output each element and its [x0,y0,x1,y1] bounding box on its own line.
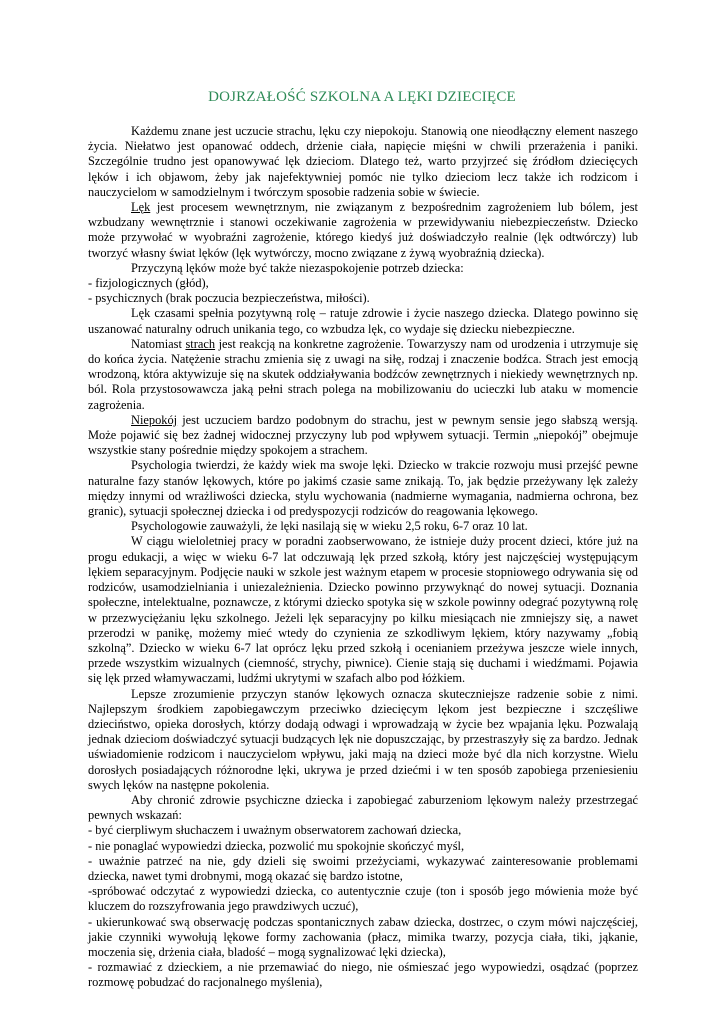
paragraph [88,519,638,534]
paragraph [88,458,638,519]
paragraph-text: W ciągu wieloletniej pracy w poradni zaobserwowano, że istnieje duży procent dzieci, które już na progu edukacji, a więc w wieku 6-7 lat odczuwają lęk przed szkołą, który jest najczęściej występującym lękiem separacyjnym. Podjęcie nauki w szkole jest ważnym etapem w procesie stopniowego odrywania się od rodziców, usamodzielniania i uniezależnienia. Dziecko powinno przywyknąć do nowej sytuacji. Doznania społeczne, intelektualne, poznawcze, z którymi dziecko spotyka się w szkole powinny odegrać pozytywną rolę w przezwyciężaniu lęku szkolnego. Jeżeli lęk separacyjny po kilku miesiącach nie zmniejszy się, a nawet przerodzi w panikę, możemy mieć wtedy do czynienia ze szkodliwym lękiem, który nazywamy „fobią szkolną”. Dziecko w wieku 6-7 lat oprócz lęku przed szkołą i ocenianiem przeżywa jeszcze wiele innych, przede wszystkim wizualnych (ciemność, strychy, piwnice). Cienie stają się duchami i wiedźmami. Pojawia się lęk przed włamywaczami, ludźmi ukrytymi w szafach albo pod łóżkiem. [88,534,638,686]
paragraph [88,124,638,200]
paragraph-text: - psychicznych (brak poczucia bezpieczeństwa, miłości). [88,291,370,306]
paragraph [88,413,638,459]
paragraph-text: - uważnie patrzeć na nie, gdy dzieli się swoimi przeżyciami, wykazywać zainteresowanie problemami dziecka, nawet tymi drobnymi, mogą okazać się bardzo istotne, [88,853,638,883]
paragraph-text: jest uczuciem bardzo podobnym do strachu, jest w pewnym sensie jego słabszą wersją. Może pojawić się bez żadnej widocznej przyczyny lub pod wpływem sytuacji. Termin „niepokój” obejmuje wszystkie stany pośrednie między spokojem a strachem. [88,412,638,458]
paragraph-text: jest reakcją na konkretne zagrożenie. Towarzyszy nam od urodzenia i utrzymuje się do końca życia. Natężenie strachu zmienia się z uwagi na siłę, rodzaj i znaczenie bodźca. Strach jest emocją wrodzoną, która aktywizuje się na skutek oddziaływania bodźców zewnętrznych i niekiedy wewnętrznych np. ból. Rola przystosowawcza jaką pełni strach polega na mobilizowaniu do ucieczki lub ataku w momencie zagrożenia. [88,336,639,412]
paragraph-text: Psychologowie zauważyli, że lęki nasilają się w wieku 2,5 roku, 6-7 oraz 10 lat. [131,519,528,534]
list-item [88,960,638,990]
paragraph [88,793,638,823]
paragraph [88,200,638,261]
list-item [88,823,638,838]
paragraph-text: Psychologia twierdzi, że każdy wiek ma swoje lęki. Dziecko w trakcie rozwoju musi przejść pewne naturalne fazy stanów lękowych, które po jakimś czasie same znikają. To, jak będzie przeżywany lęk zależy między innymi od wrażliwości dziecka, stylu wychowania (nadmierne wymagania, nadmierna ochrona, bez granic), sytuacji społecznej dziecka i od predyspozycji rodziców do reagowania lękowego. [88,458,638,519]
document-body [88,124,638,991]
paragraph-text: Lęk czasami spełnia pozytywną rolę – ratuje zdrowie i życie naszego dziecka. Dlatego powinno się uszanować naturalny odruch unikania tego, co wzbudza lęk, co wydaje się dziecku niebezpieczne. [88,306,638,336]
paragraph-text: - być cierpliwym słuchaczem i uważnym obserwatorem zachowań dziecka, [88,823,462,838]
list-item [88,915,638,961]
paragraph-text: Każdemu znane jest uczucie strachu, lęku czy niepokoju. Stanowią one nieodłączny element naszego życia. Niełatwo jest opanować oddech, drżenie ciała, napięcie mięśni w chwili przerażenia i paniki. Szczególnie trudno jest opanowywać lęk dzieciom. Dlatego też, warto przyjrzeć się źródłom dziecięcych lęków i ich objawom, żeby jak najefektywniej pomóc nie tylko dzieciom lecz także ich rodzicom i nauczycielom w samodzielnym i twórczym sposobie radzenia sobie w świecie. [88,124,638,199]
list-item [88,854,638,884]
paragraph [88,306,638,336]
paragraph-text: Aby chronić zdrowie psychiczne dziecka i zapobiegać zaburzeniom lękowym należy przestrzegać pewnych wskazań: [88,792,638,823]
paragraph-text: jest procesem wewnętrznym, nie związanym z bezpośrednim zagrożeniem lub bólem, jest wzbudzany wewnętrznie i stanowi oczekiwanie zagrożenia w przewidywaniu niebezpieczeństw. Dziecko może przywołać w wyobraźni zagrożenie, którego kiedyś już doświadczyło realnie (lęk odtwórczy) lub tworzyć własny świat lęków (lęk wytwórczy, mocno związane z żywą wyobraźnią dziecka). [88,200,638,260]
paragraph [88,687,638,793]
paragraph-text: - ukierunkować swą obserwację podczas spontanicznych zabaw dziecka, dostrzec, o czym mówi najczęściej, jakie czynniki wywołują lękowe formy zachowania (płacz, mimika twarzy, pozycja ciała, tiki, jąkanie, moczenia się, drżenia ciała, bladość – mogą sygnalizować lęki dziecka), [88,914,638,959]
paragraph-text: - fizjologicznych (głód), [88,276,209,291]
list-item [88,276,638,291]
paragraph-text: Lepsze zrozumienie przyczyn stanów lękowych oznacza skuteczniejsze radzenie sobie z nimi. Najlepszym środkiem zapobiegawczym przeciwko dziecięcym lękom jest bezpieczne i szczęśliwe dzieciństwo, opieka dorosłych, którzy dodają odwagi i wprowadzają w życie bez wpajania lęku. Pozwalają jednak dzieciom doświadczyć sytuacji budzących lęk nie dopuszczając, by przestraszyły się za bardzo. Jednak uświadomienie rodzicom i nauczycielom wpływu, jaki mają na dzieci może być dla nich korzystne. Wielu dorosłych posiadających różnorodne lęki, ukrywa je przed dziećmi i w ten sposób zapobiega przeniesieniu swych lęków na następne pokolenia. [88,686,638,792]
list-item [88,884,638,914]
paragraph [88,261,638,276]
paragraph-text: - rozmawiać z dzieckiem, a nie przemawiać do niego, nie ośmieszać jego wypowiedzi, osądzać (poprzez rozmowę pobudzać do racjonalnego myślenia), [88,960,638,990]
underlined-term: Lęk [131,200,151,215]
paragraph [88,534,638,686]
document-title: DOJRZAŁOŚĆ SZKOLNA A LĘKI DZIECIĘCE [208,89,516,105]
paragraph [88,337,638,413]
underlined-term: Niepokój [131,412,178,427]
list-item [88,291,638,306]
paragraph-text: Przyczyną lęków może być także niezaspokojenie potrzeb dziecka: [131,260,464,275]
list-item [88,839,638,854]
paragraph-text: - nie ponaglać wypowiedzi dziecka, pozwolić mu spokojnie skończyć myśl, [88,838,465,853]
underlined-term: strach [185,336,216,351]
paragraph-lead: Natomiast [131,336,186,351]
paragraph-text: -spróbować odczytać z wypowiedzi dziecka, co autentycznie czuje (ton i sposób jego mówienia może być kluczem do rozszyfrowania jego prawdziwych uczuć), [88,884,638,914]
